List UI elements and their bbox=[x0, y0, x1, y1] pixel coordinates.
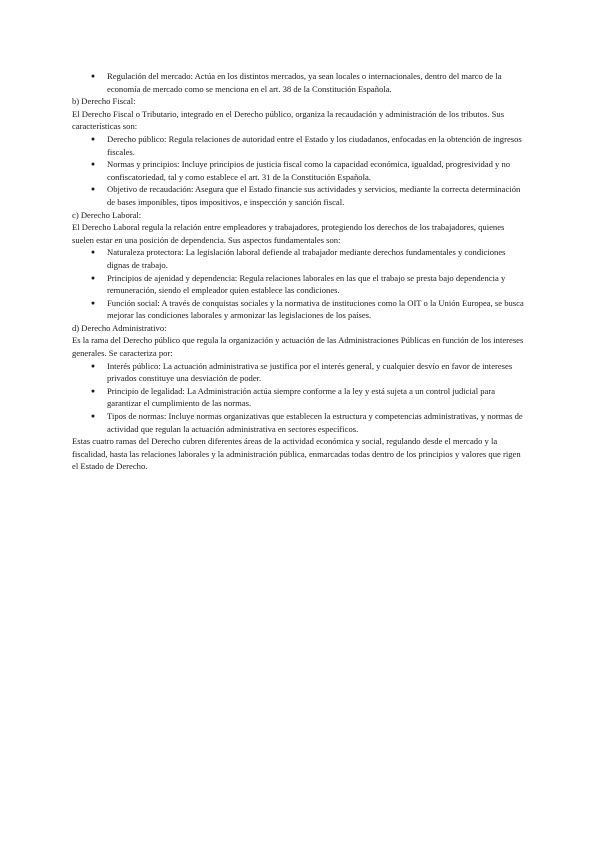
list-item bbox=[72, 272, 528, 297]
list-item-text: Interés público: La actuación administrativa se justifica por el interés general, y cualquier desvío en favor de intereses privados constituye una desviación de poder. bbox=[107, 360, 513, 384]
bullet-icon: ● bbox=[90, 412, 96, 421]
list-item-text: Principios de ajenidad y dependencia: Regula relaciones laborales en las que el trabajo se presta bajo dependencia y remuneración, siendo el empleador quien establece las condiciones. bbox=[107, 272, 506, 296]
list-item bbox=[72, 385, 528, 410]
section-paragraph-laboral: El Derecho Laboral regula la relación entre empleadores y trabajadores, protegiendo los derechos de los trabajadores, quienes suelen estar en una posición de dependencia. Sus aspectos fundamentales son: bbox=[72, 222, 505, 245]
bullet-icon: ● bbox=[90, 361, 96, 370]
bullet-icon: ● bbox=[90, 386, 96, 395]
list-item-text: Derecho público: Regula relaciones de autoridad entre el Estado y los ciudadanos, enfocadas en la obtención de ingresos fiscales. bbox=[107, 133, 522, 157]
bullet-icon: ● bbox=[90, 160, 96, 169]
section-paragraph-fiscal: El Derecho Fiscal o Tributario, integrado en el Derecho público, organiza la recaudación y administración de los tributos. Sus características son: bbox=[72, 108, 505, 132]
section-heading-laboral: c) Derecho Laboral: bbox=[72, 209, 142, 220]
section-paragraph-administrativo: Es la rama del Derecho público que regula la organización y actuación de las Administraciones Públicas en función de los intereses generales. Se caracteriza por: bbox=[72, 335, 524, 359]
bullet-icon: ● bbox=[90, 72, 96, 80]
bullet-icon: ● bbox=[90, 298, 96, 307]
list-item-text: Normas y principios: Incluye principios de justicia fiscal como la capacidad económica, igualdad, progresividad y no confiscatoriedad, tal y como establece el art. 31 de la Constitución Española. bbox=[107, 159, 511, 182]
bullet-icon: ● bbox=[90, 273, 96, 282]
list-item-text: Tipos de normas: Incluye normas organizativas que establecen la estructura y competencias administrativas, y normas de actividad que regulan la actuación administrativa en sectores específicos. bbox=[107, 411, 523, 434]
list-item bbox=[72, 133, 528, 158]
list-item-text: Naturaleza protectora: La legislación laboral defiende al trabajador mediante derechos fundamentales y condiciones dignas de trabajo. bbox=[107, 247, 506, 270]
list-item bbox=[72, 360, 528, 385]
section-heading-administrativo: d) Derecho Administrativo: bbox=[72, 322, 167, 333]
bullet-icon: ● bbox=[90, 185, 96, 194]
list-item-text: Principio de legalidad: La Administración actúa siempre conforme a la ley y está sujeta a un control judicial para garantizar el cumplimiento de las normas. bbox=[107, 385, 496, 409]
list-item-text: Función social: A través de conquistas sociales y la normativa de instituciones como la OIT o la Unión Europea, se busca mejorar las condiciones laborales y armonizar las legislaciones de los países. bbox=[107, 297, 524, 321]
list-item bbox=[72, 70, 528, 95]
list-item bbox=[72, 410, 528, 435]
conclusion-paragraph: Estas cuatro ramas del Derecho cubren diferentes áreas de la actividad económica y social, regulando desde el mercado y la fiscalidad, hasta las relaciones laborales y la administración pública, enmarcadas todas dentro de los principios y valores que rigen el Estado de Derecho. bbox=[72, 436, 521, 472]
administrativo-bullet-list bbox=[72, 360, 528, 436]
list-item bbox=[72, 183, 528, 208]
list-item bbox=[72, 158, 528, 183]
document-page bbox=[72, 70, 528, 473]
list-item-text: Objetivo de recaudación: Asegura que el Estado financie sus actividades y servicios, mediante la correcta determinación de bases imponibles, tipos impositivos, e inspección y sanción fiscal. bbox=[107, 184, 521, 207]
intro-bullet-list bbox=[72, 70, 528, 95]
list-item bbox=[72, 246, 528, 271]
bullet-icon: ● bbox=[90, 248, 96, 257]
list-item-text: Regulación del mercado: Actúa en los distintos mercados, ya sean locales o internacionales, dentro del marco de la economía de mercado como se menciona en el art. 38 de la Constitución Española. bbox=[107, 71, 502, 94]
laboral-bullet-list bbox=[72, 246, 528, 322]
section-heading-fiscal: b) Derecho Fiscal: bbox=[72, 96, 136, 107]
bullet-icon: ● bbox=[90, 134, 96, 143]
fiscal-bullet-list bbox=[72, 133, 528, 209]
list-item bbox=[72, 297, 528, 322]
